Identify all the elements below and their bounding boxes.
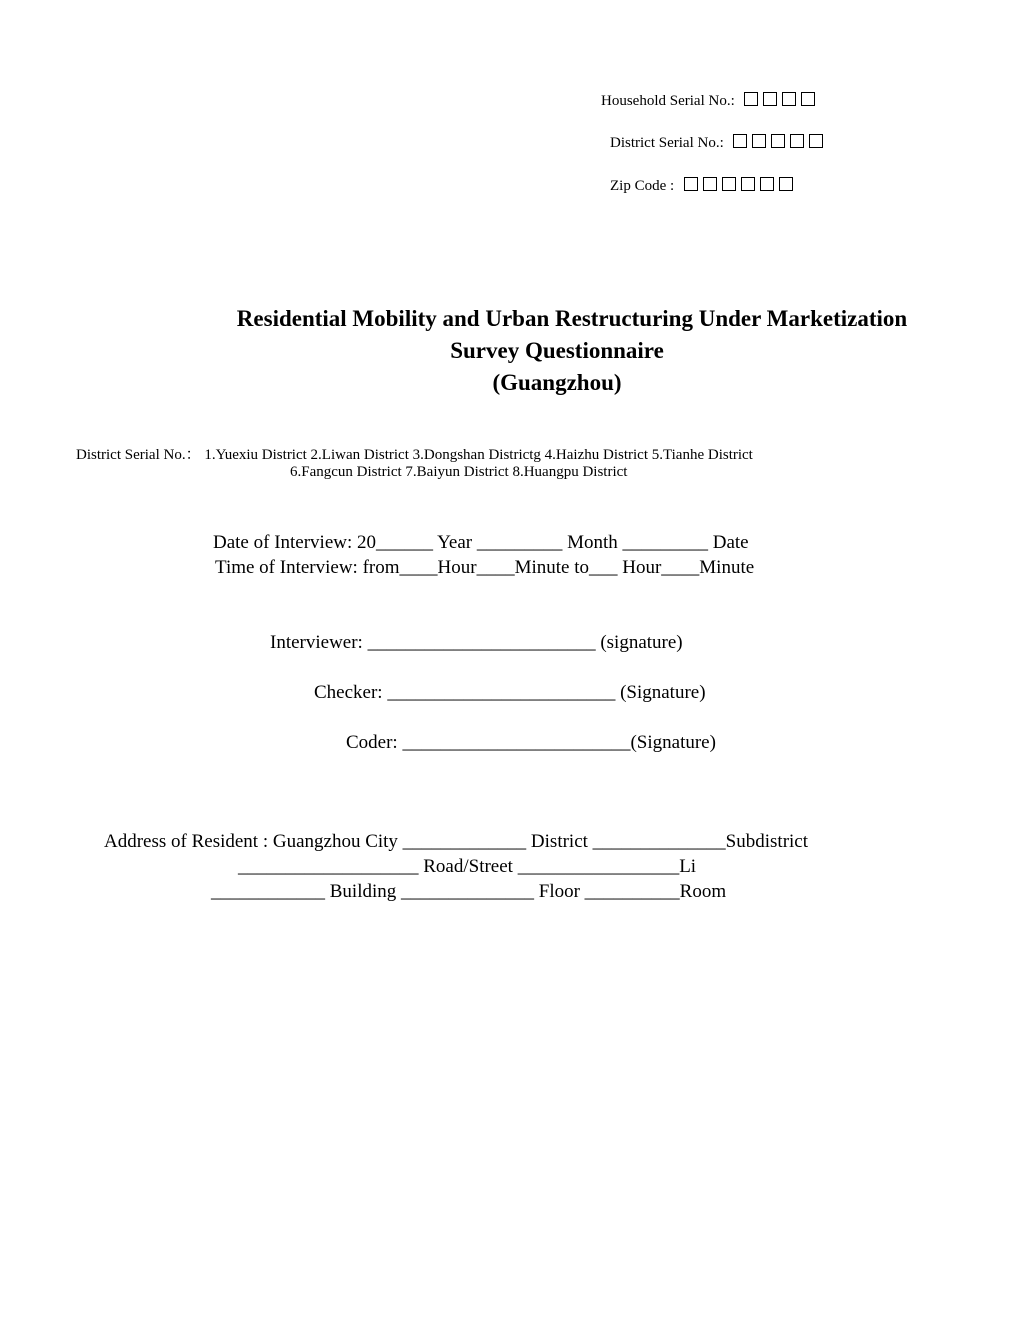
title-line-2: Survey Questionnaire	[450, 338, 664, 363]
household-serial-label: Household Serial No.:	[601, 93, 735, 109]
interview-time: Time of Interview: from____Hour____Minute to___ Hour____Minute	[215, 557, 755, 578]
digit-box[interactable]	[809, 134, 823, 148]
district-serial-boxes[interactable]	[733, 134, 828, 153]
digit-box[interactable]	[752, 134, 766, 148]
district-serial-label: District Serial No.:	[610, 135, 724, 151]
digit-box[interactable]	[703, 177, 717, 191]
digit-box[interactable]	[733, 134, 747, 148]
digit-box[interactable]	[684, 177, 698, 191]
address-line-2: ___________________ Road/Street _________________Li	[238, 856, 697, 877]
district-list-line-2: 6.Fangcun District 7.Baiyun District 8.Huangpu District	[290, 464, 628, 480]
household-serial	[601, 92, 820, 111]
digit-box[interactable]	[790, 134, 804, 148]
coder-signature: Coder: ________________________(Signature)	[346, 732, 716, 753]
digit-box[interactable]	[741, 177, 755, 191]
zip-code-label: Zip Code :	[610, 178, 675, 194]
digit-box[interactable]	[782, 92, 796, 106]
digit-box[interactable]	[801, 92, 815, 106]
digit-box[interactable]	[779, 177, 793, 191]
digit-box[interactable]	[771, 134, 785, 148]
address-line-3: ____________ Building ______________ Floor __________Room	[211, 881, 727, 902]
zip-code-boxes[interactable]	[684, 177, 798, 196]
digit-box[interactable]	[763, 92, 777, 106]
interviewer-signature: Interviewer: ________________________ (signature)	[270, 632, 683, 653]
digit-box[interactable]	[744, 92, 758, 106]
checker-signature: Checker: ________________________ (Signature)	[314, 682, 706, 703]
digit-box[interactable]	[722, 177, 736, 191]
digit-box[interactable]	[760, 177, 774, 191]
household-serial-boxes[interactable]	[744, 92, 820, 111]
title-line-3: (Guangzhou)	[492, 370, 622, 395]
title-line-1: Residential Mobility and Urban Restructuring Under Marketization	[236, 306, 908, 331]
zip-code	[610, 177, 798, 196]
district-serial	[610, 134, 828, 153]
address-line-1: Address of Resident : Guangzhou City _____________ District ______________Subdistrict	[104, 831, 809, 852]
interview-date: Date of Interview: 20______ Year _________ Month _________ Date	[213, 532, 749, 553]
district-list-line-1: District Serial No.： 1.Yuexiu District 2.Liwan District 3.Dongshan Districtg 4.Haizhu District 5.Tianhe District	[76, 447, 753, 463]
